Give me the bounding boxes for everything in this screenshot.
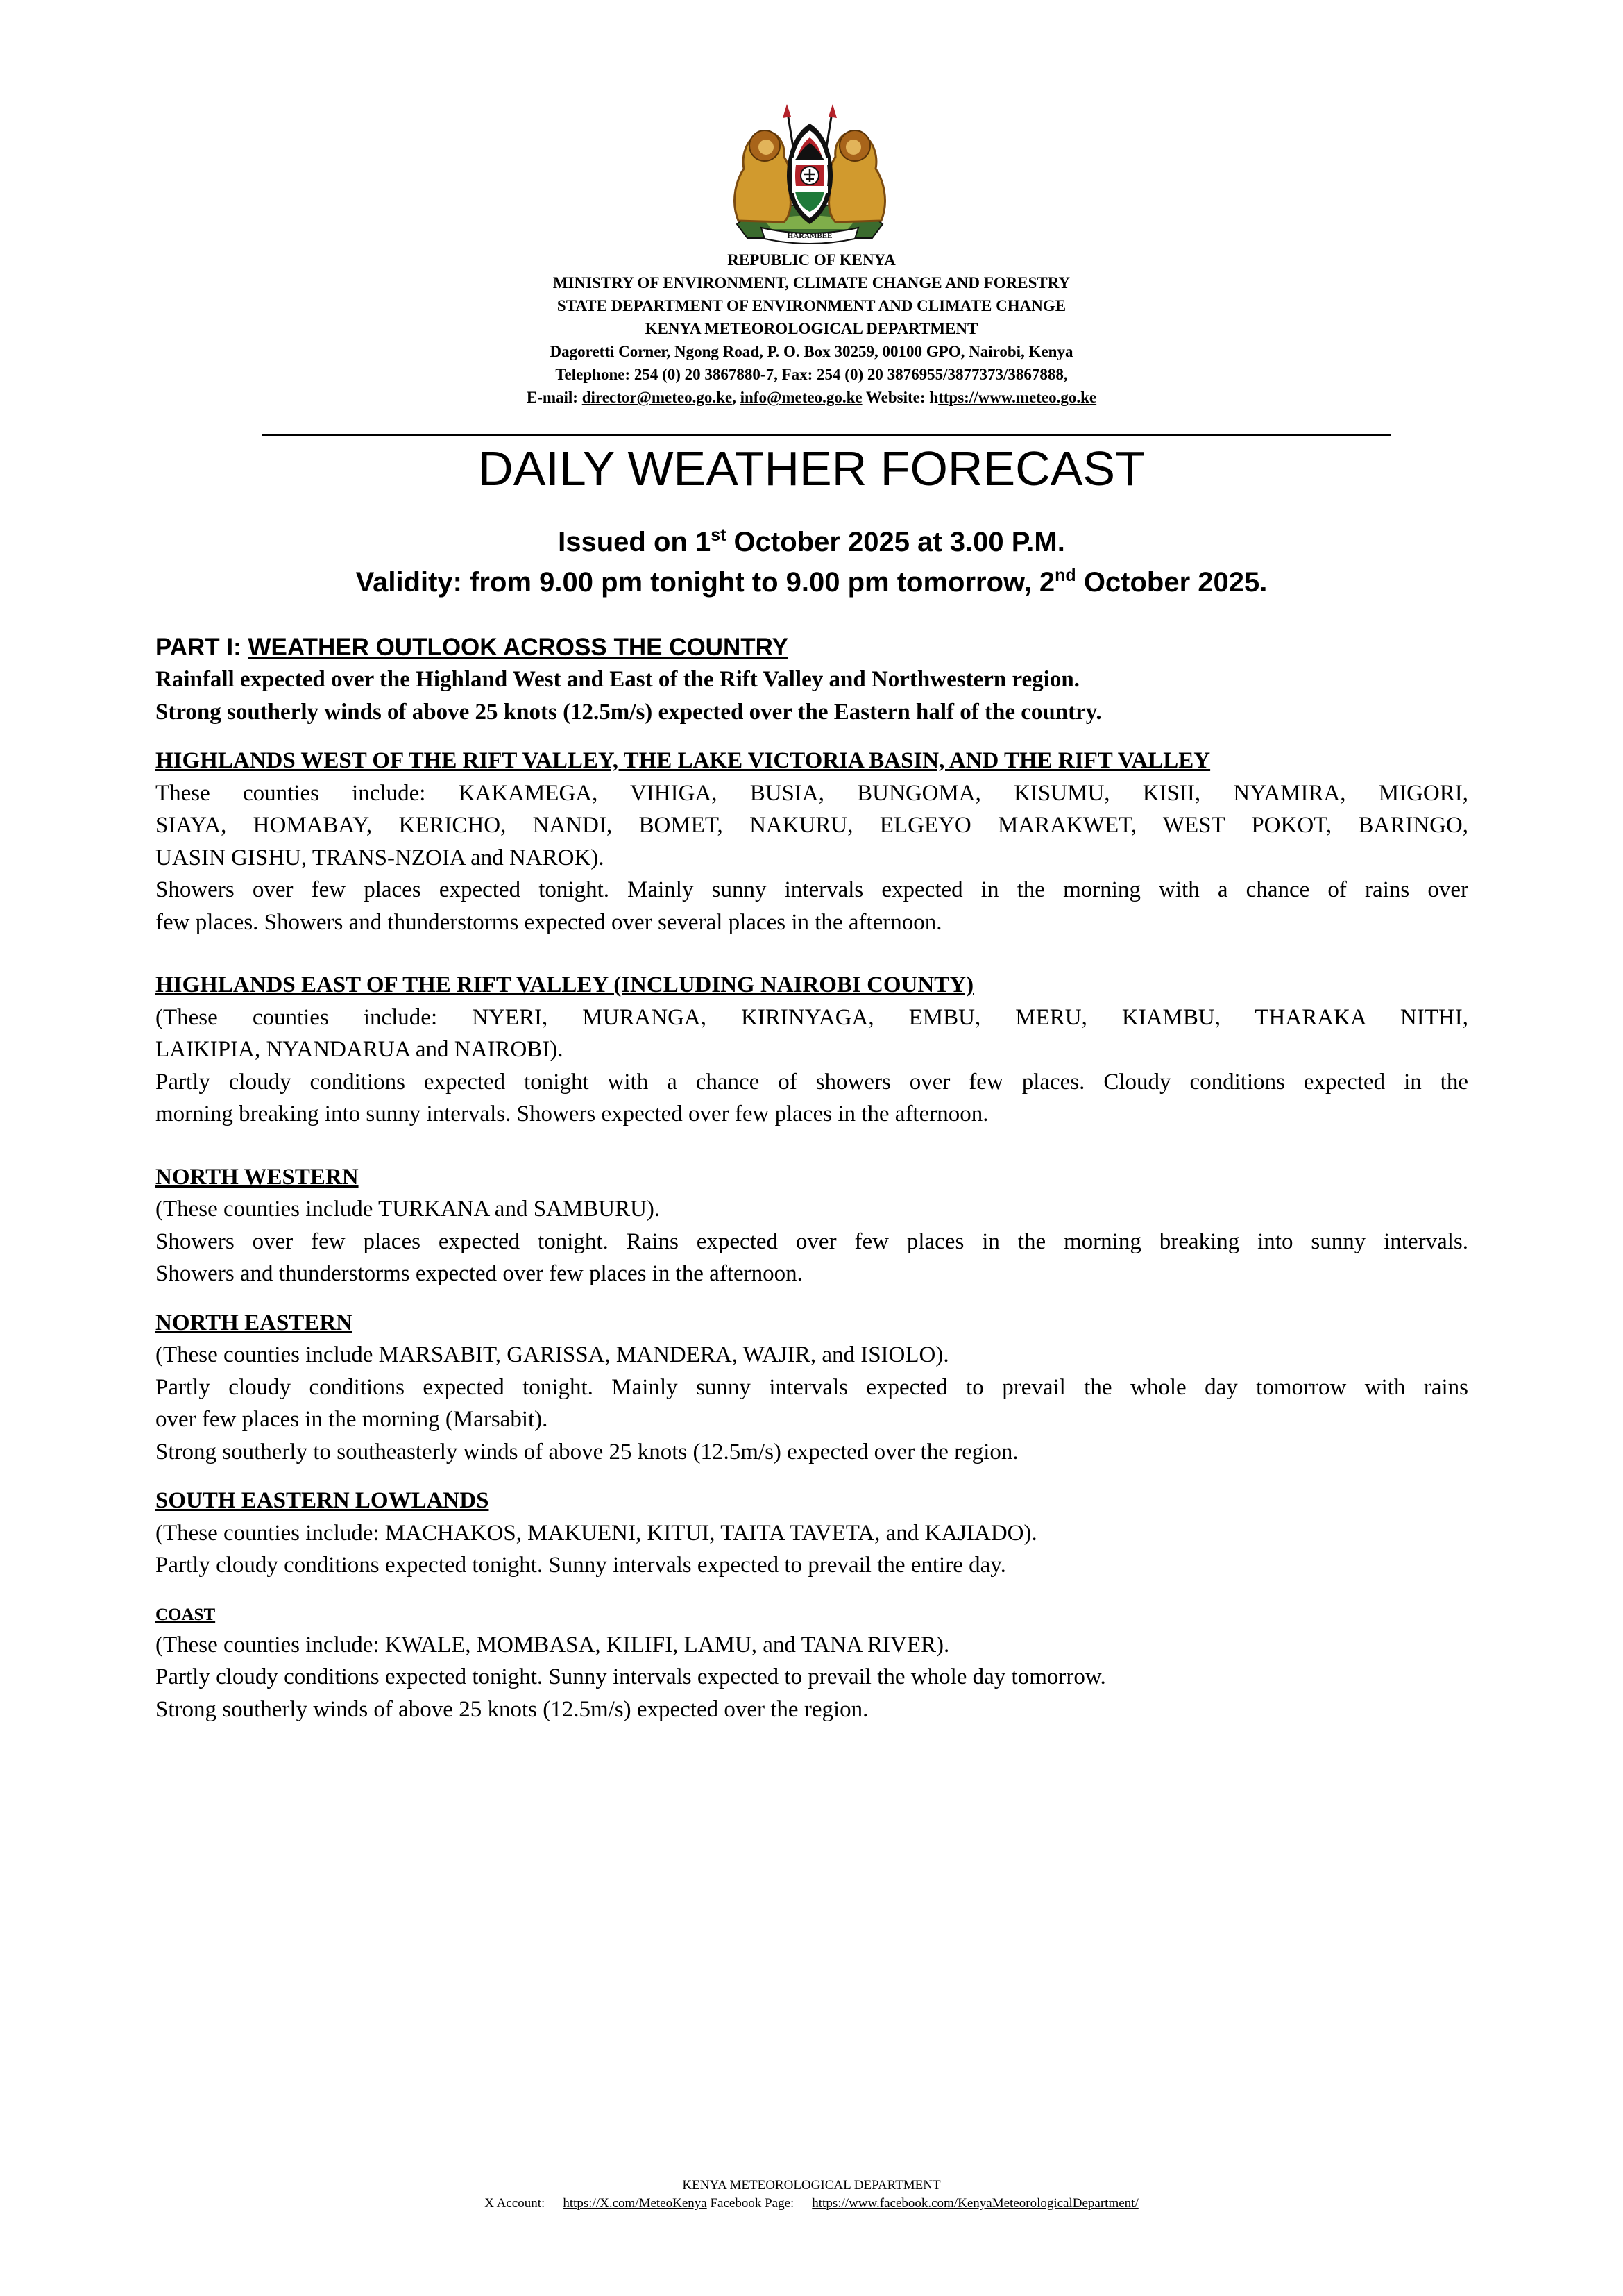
section-line: (These counties include MARSABIT, GARISSA, MANDERA, WAJIR, and ISIOLO). [155,1342,949,1367]
section-heading: NORTH WESTERN [155,1164,359,1190]
footer-org: KENYA METEOROLOGICAL DEPARTMENT [682,2178,941,2193]
letterhead-line: KENYA METEOROLOGICAL DEPARTMENT [645,320,978,337]
part1-prefix: PART I: [155,634,248,661]
x-account-label: X Account: [484,2196,545,2211]
page-footer [0,2177,1623,2213]
section-heading: NORTH EASTERN [155,1310,352,1335]
section-line: Partly cloudy conditions expected tonight. Sunny intervals expected to prevail the whole day tomorrow. [155,1664,1106,1689]
outlook-line: Strong southerly winds of above 25 knots (12.5m/s) expected over the Eastern half of the country. [155,699,1102,725]
section-highlands-east [155,969,1468,1131]
section-line: (These counties include TURKANA and SAMBURU). [155,1197,661,1222]
section-line: Partly cloudy conditions expected tonight. Mainly sunny intervals expected to prevail the whole day tomorrow with rains [155,1374,1468,1400]
header-divider [262,434,1391,436]
section-coast [155,1601,1468,1726]
kenya-coat-of-arms-icon [723,103,897,248]
part1-heading: WEATHER OUTLOOK ACROSS THE COUNTRY [248,634,788,661]
section-line: These counties include: KAKAMEGA, VIHIGA, BUSIA, BUNGOMA, KISUMU, KISII, NYAMIRA, MIGORI, [155,780,1468,806]
document-title: DAILY WEATHER FORECAST [478,441,1145,496]
facebook-label: Facebook Page: [706,2196,794,2211]
forecast-body [155,632,1468,1725]
validity-sup: nd [1055,566,1076,585]
section-line: Showers over few places expected tonight. Mainly sunny intervals expected in the morning with a chance of rains over [155,877,1468,902]
issued-text: Issued on 1 [558,527,711,557]
letterhead-line: REPUBLIC OF KENYA [727,251,896,269]
section-line: UASIN GISHU, TRANS-NZOIA and NAROK). [155,845,604,870]
letterhead-telephone: Telephone: 254 (0) 20 3867880-7, Fax: 254 (0) 20 3876955/3877373/3867888, [555,366,1068,383]
email-info-link[interactable]: info@meteo.go.ke [740,389,863,406]
letterhead-line: STATE DEPARTMENT OF ENVIRONMENT AND CLIMATE CHANGE [556,297,1067,314]
section-line: LAIKIPIA, NYANDARUA and NAIROBI). [155,1037,563,1062]
letterhead-line: MINISTRY OF ENVIRONMENT, CLIMATE CHANGE AND FORESTRY [552,274,1071,292]
section-line: (These counties include: MACHAKOS, MAKUENI, KITUI, TAITA TAVETA, and KAJIADO). [155,1520,1037,1546]
footer-social [0,2195,1623,2213]
website-prefix: Website: h [862,389,939,406]
section-line: Strong southerly to southeasterly winds of above 25 knots (12.5m/s) expected over the region. [155,1439,1019,1464]
issued-date [0,522,1623,562]
section-north-eastern [155,1307,1468,1469]
section-heading: HIGHLANDS WEST OF THE RIFT VALLEY, THE LAKE VICTORIA BASIN, AND THE RIFT VALLEY [155,748,1211,773]
validity-text-end: October 2025. [1076,567,1268,598]
section-south-eastern-lowlands [155,1485,1468,1582]
email-director-link[interactable]: director@meteo.go.ke [581,389,733,406]
validity [0,562,1623,602]
validity-text: Validity: from 9.00 pm tonight to 9.00 pm tomorrow, 2 [355,567,1055,598]
issued-sup: st [711,525,726,545]
section-line: SIAYA, HOMABAY, KERICHO, NANDI, BOMET, NAKURU, ELGEYO MARAKWET, WEST POKOT, BARINGO, [155,813,1468,838]
letterhead-address: Dagoretti Corner, Ngong Road, P. O. Box 30259, 00100 GPO, Nairobi, Kenya [550,343,1073,360]
issue-block [0,522,1623,602]
section-highlands-west [155,745,1468,938]
section-line: Partly cloudy conditions expected tonight with a chance of showers over few places. Cloudy conditions expected in the [155,1069,1468,1095]
section-line: morning breaking into sunny intervals. Showers expected over few places in the afternoon. [155,1101,989,1126]
section-line: Partly cloudy conditions expected tonight. Sunny intervals expected to prevail the entire day. [155,1553,1006,1578]
section-line: Showers over few places expected tonight. Rains expected over few places in the morning breaking into sunny intervals. [155,1229,1468,1254]
crest-motto: HARAMBEE [787,232,833,240]
facebook-link[interactable]: https://www.facebook.com/KenyaMeteorologicalDepartment/ [812,2196,1139,2211]
letterhead-contacts [0,386,1623,409]
section-heading: HIGHLANDS EAST OF THE RIFT VALLEY (INCLUDING NAIROBI COUNTY) [155,972,974,997]
section-line: (These counties include: NYERI, MURANGA, KIRINYAGA, EMBU, MERU, KIAMBU, THARAKA NITHI, [155,1004,1468,1030]
website-link[interactable]: ttps://www.meteo.go.ke [938,389,1097,406]
section-line: Strong southerly winds of above 25 knots (12.5m/s) expected over the region. [155,1696,869,1722]
outlook-line: Rainfall expected over the Highland West and East of the Rift Valley and Northwestern region. [155,667,1080,692]
comma: , [732,389,740,406]
section-north-western [155,1161,1468,1290]
email-prefix: E-mail: [526,389,582,406]
section-line: (These counties include: KWALE, MOMBASA, KILIFI, LAMU, and TANA RIVER). [155,1632,950,1657]
issued-text-end: October 2025 at 3.00 P.M. [726,527,1065,557]
outlook-summary [155,664,1468,728]
section-line: few places. Showers and thunderstorms expected over several places in the afternoon. [155,909,942,935]
letterhead [0,248,1623,409]
section-heading: SOUTH EASTERN LOWLANDS [155,1488,489,1513]
part1-title [155,632,1468,664]
section-heading: COAST [155,1605,216,1624]
section-line: Showers and thunderstorms expected over few places in the afternoon. [155,1261,803,1286]
section-line: over few places in the morning (Marsabit). [155,1407,548,1432]
x-account-link[interactable]: https://X.com/MeteoKenya [563,2196,707,2211]
